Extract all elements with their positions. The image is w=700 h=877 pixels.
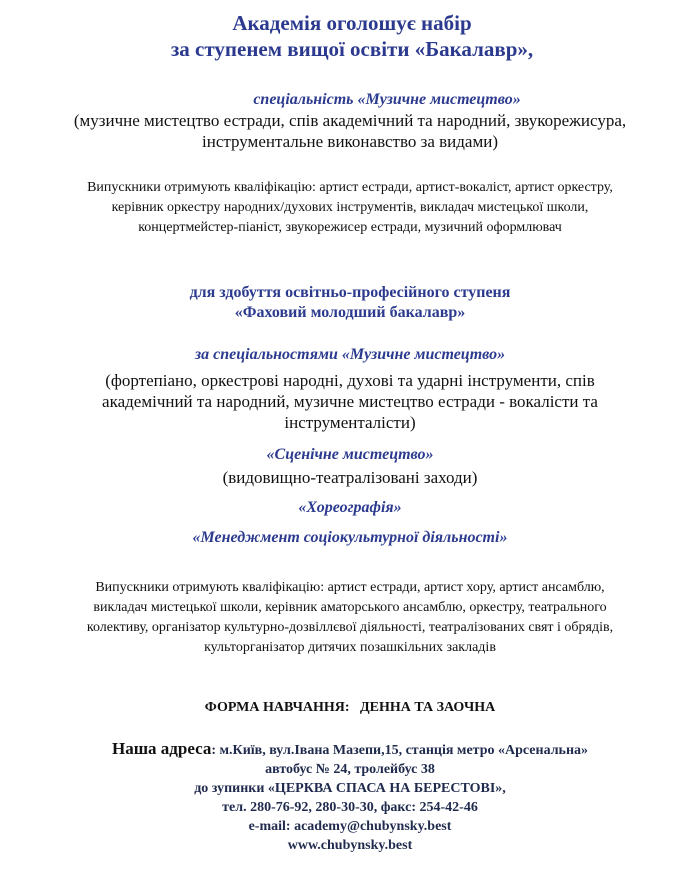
contact-details bbox=[0, 760, 700, 855]
contact-phones: тел. 280-76-92, 280-30-30, факс: 254-42-46 bbox=[222, 800, 478, 815]
address-label: Наша адреса bbox=[111, 739, 212, 758]
management-specialty: «Менеджмент соціокультурної діяльності» bbox=[192, 529, 508, 546]
contact-transport: автобус № 24, тролейбус 38 bbox=[265, 762, 435, 777]
junior-music-details bbox=[0, 370, 700, 433]
bachelor-specialty: спеціальність «Музичне мистецтво» bbox=[253, 91, 521, 108]
heading-line-1: Академія оголошує набір bbox=[232, 11, 472, 35]
junior-qualification-line-3: колективу, організатор культурно-дозвіллєвої діяльності, театралізованих свят і обрядів, bbox=[86, 620, 614, 635]
choreography-specialty: «Хореографія» bbox=[298, 499, 402, 516]
junior-music-specialty: за спеціальностями «Музичне мистецтво» bbox=[194, 346, 506, 363]
contact-stop: до зупинки «ЦЕРКВА СПАСА НА БЕРЕСТОВІ», bbox=[194, 781, 506, 796]
contact-email[interactable]: e-mail: academy@chubynsky.best bbox=[248, 819, 452, 834]
junior-qualification-line-4: культорганізатор дитячих позашкільних закладів bbox=[204, 640, 496, 655]
heading-line-2: за ступенем вищої освіти «Бакалавр», bbox=[170, 37, 534, 61]
stage-specialty: «Сценічне мистецтво» bbox=[266, 446, 434, 463]
bachelor-specialty-details bbox=[0, 110, 700, 152]
junior-heading-line-2: «Фаховий молодший бакалавр» bbox=[234, 304, 466, 321]
junior-qualification-line-2: викладач мистецької школи, керівник аматорського ансамблю, оркестру, театрального bbox=[93, 600, 607, 615]
announcement-heading bbox=[2, 10, 700, 62]
junior-qualification bbox=[0, 578, 700, 658]
junior-music-details-line-2: академічний та народний, музичне мистецтво естради - вокалісти та bbox=[102, 392, 598, 411]
junior-music-details-line-1: (фортепіано, оркестрові народні, духові та ударні інструменти, спів bbox=[105, 371, 595, 390]
address-value: : м.Київ, вул.Івана Мазепи,15, станція метро «Арсенальна» bbox=[211, 743, 589, 758]
contact-website[interactable]: www.chubynsky.best bbox=[287, 838, 413, 853]
bachelor-qualification-line-1: Випускники отримують кваліфікацію: артист естради, артист-вокаліст, артист оркестру, bbox=[87, 180, 613, 195]
bachelor-qualification-line-2: керівник оркестру народних/духових інструментів, викладач мистецької школи, bbox=[111, 200, 589, 215]
study-form: ФОРМА НАВЧАННЯ: ДЕННА ТА ЗАОЧНА bbox=[204, 700, 496, 715]
junior-qualification-line-1: Випускники отримують кваліфікацію: артист естради, артист хору, артист ансамблю, bbox=[95, 580, 605, 595]
contact-address bbox=[0, 738, 700, 762]
junior-music-details-line-3: інструменталісти) bbox=[284, 413, 416, 432]
stage-details: (видовищно-театралізовані заходи) bbox=[222, 468, 478, 487]
junior-bachelor-heading bbox=[0, 283, 700, 323]
bachelor-details-line-2: інструментальне виконавство за видами) bbox=[202, 132, 498, 151]
junior-heading-line-1: для здобуття освітньо-професійного ступеня bbox=[189, 284, 511, 301]
bachelor-qualification bbox=[0, 178, 700, 238]
bachelor-qualification-line-3: концертмейстер-піаніст, звукорежисер естради, музичний оформлювач bbox=[138, 220, 562, 235]
bachelor-details-line-1: (музичне мистецтво естради, спів академічний та народний, звукорежисура, bbox=[73, 111, 627, 130]
